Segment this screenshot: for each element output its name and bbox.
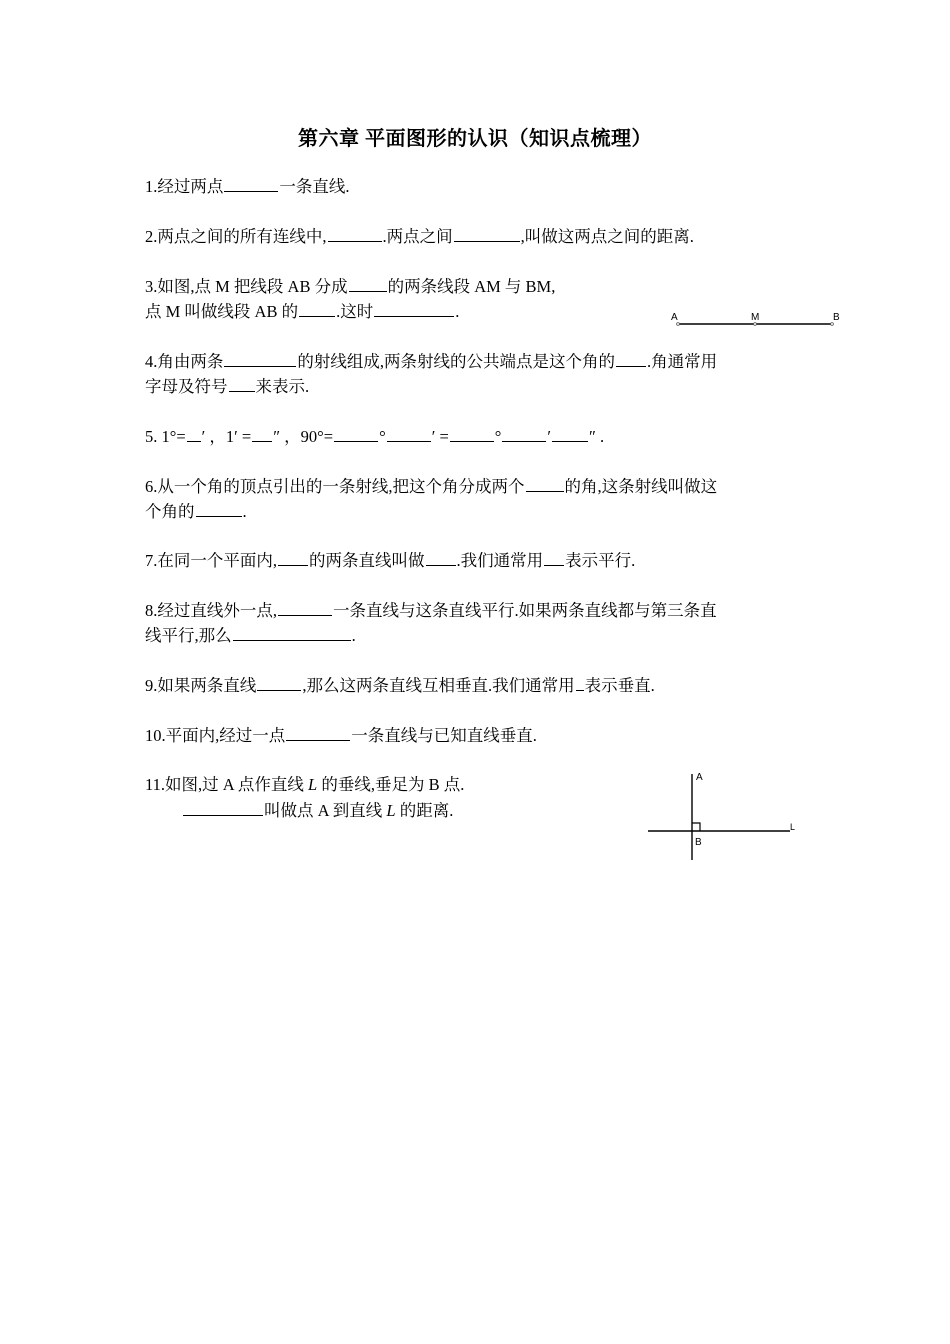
q8-text-2: 一条直线与这条直线平行.如果两条直线都与第三条直 — [333, 601, 717, 620]
q5-blank-1[interactable] — [187, 424, 201, 442]
question-2 — [145, 224, 694, 249]
q6-text-4: . — [242, 502, 247, 521]
question-3-line-2 — [145, 299, 459, 324]
q7-blank-3[interactable] — [544, 548, 564, 566]
q2-text-end: ,叫做这两点之间的距离. — [520, 227, 694, 246]
q7-text-4: 表示平行. — [565, 551, 636, 570]
q6-blank-1[interactable] — [526, 474, 564, 492]
page-title: 第六章 平面图形的认识（知识点梳理） — [298, 128, 652, 150]
q7-text-2: 的两条直线叫做 — [309, 551, 425, 570]
q11-text-4: 的距离. — [399, 801, 454, 820]
q8-blank-1[interactable] — [278, 598, 332, 616]
question-6-line-2 — [145, 499, 247, 524]
q8-text: 8.经过直线外一点, — [145, 601, 277, 620]
q2-text: 2.两点之间的所有连线中, — [145, 227, 327, 246]
label-a: A — [696, 772, 703, 783]
question-5 — [145, 424, 604, 449]
q11-line-l: L — [308, 775, 318, 794]
q5-blank-3[interactable] — [334, 424, 378, 442]
q8-text-4: . — [351, 626, 356, 645]
label-l: L — [790, 822, 796, 832]
q11-text-2: 的垂线,垂足为 B 点. — [321, 775, 465, 794]
label-m: M — [751, 312, 760, 323]
q5-text-4: ° — [379, 427, 386, 446]
segment-figure — [668, 308, 848, 337]
q4-blank-2[interactable] — [616, 349, 646, 367]
q3-text: 3.如图,点 M 把线段 AB 分成 — [145, 277, 348, 296]
q3-text-5: . — [455, 302, 460, 321]
q11-line-l-2: L — [386, 801, 396, 820]
right-angle-mark — [692, 823, 700, 831]
q3-text-4: .这时 — [336, 302, 374, 321]
label-b: B — [695, 837, 702, 848]
q7-blank-2[interactable] — [426, 548, 456, 566]
q7-text: 7.在同一个平面内, — [145, 551, 277, 570]
q4-blank-3[interactable] — [229, 374, 255, 392]
q4-text-2: 的射线组成,两条射线的公共端点是这个角的 — [297, 352, 615, 371]
question-8-line-2 — [145, 623, 356, 648]
question-8-line-1 — [145, 598, 717, 623]
q5-blank-4[interactable] — [387, 424, 431, 442]
q2-text-mid: .两点之间 — [382, 227, 453, 246]
q6-text-2: 的角,这条射线叫做这 — [564, 477, 718, 496]
q3-text-2: 的两条线段 AM 与 BM, — [387, 277, 556, 296]
q5-blank-6[interactable] — [502, 424, 546, 442]
q9-text-2: ,那么这两条直线互相垂直.我们通常用 — [302, 676, 575, 695]
q1-text-end: 一条直线. — [279, 177, 350, 196]
question-6-line-1 — [145, 474, 717, 499]
q1-blank[interactable] — [224, 174, 278, 192]
q10-blank-1[interactable] — [286, 723, 350, 741]
q5-blank-2[interactable] — [252, 424, 272, 442]
question-4-line-1 — [145, 349, 717, 374]
q4-text-3: .角通常用 — [647, 352, 718, 371]
q5-text-3: ″ ，90°= — [273, 427, 334, 446]
q5-text-2: ′ ，1′ = — [201, 427, 252, 446]
question-10 — [145, 723, 537, 748]
label-b: B — [833, 312, 840, 323]
q11-text: 11.如图,过 A 点作直线 — [145, 775, 304, 794]
q11-blank-1[interactable] — [183, 798, 263, 816]
q9-text-3: 表示垂直. — [584, 676, 655, 695]
q3-blank-3[interactable] — [374, 299, 454, 317]
point-m — [754, 323, 757, 326]
q11-text-3: 叫做点 A 到直线 — [264, 801, 383, 820]
q4-text: 4.角由两条 — [145, 352, 224, 371]
q7-text-3: .我们通常用 — [456, 551, 544, 570]
q7-blank-1[interactable] — [278, 548, 308, 566]
q5-text-7: ′ — [547, 427, 551, 446]
label-a: A — [671, 312, 678, 323]
perpendicular-figure — [640, 768, 810, 873]
q3-blank-2[interactable] — [299, 299, 335, 317]
q5-text: 5. 1°= — [145, 427, 186, 446]
q3-text-3: 点 M 叫做线段 AB 的 — [145, 302, 299, 321]
q6-text-3: 个角的 — [145, 502, 195, 521]
q6-blank-2[interactable] — [196, 499, 242, 517]
q5-blank-7[interactable] — [552, 424, 588, 442]
question-11-line-1 — [145, 773, 464, 797]
question-3-line-1 — [145, 274, 555, 299]
q8-blank-2[interactable] — [233, 623, 351, 641]
question-7 — [145, 548, 635, 573]
question-4-line-2 — [145, 374, 309, 399]
q6-text: 6.从一个角的顶点引出的一条射线,把这个角分成两个 — [145, 477, 525, 496]
q1-text: 1.经过两点 — [145, 177, 224, 196]
q4-text-4: 字母及符号 — [145, 377, 228, 396]
q4-blank-1[interactable] — [224, 349, 296, 367]
q2-blank-2[interactable] — [454, 224, 520, 242]
question-1 — [145, 174, 350, 199]
point-b — [831, 323, 834, 326]
q4-text-5: 来表示. — [255, 377, 310, 396]
q5-text-6: ° — [494, 427, 502, 446]
q10-text-2: 一条直线与已知直线垂直. — [351, 726, 537, 745]
q5-text-8: ″ . — [588, 427, 605, 446]
question-9 — [145, 673, 655, 698]
point-a — [677, 323, 680, 326]
q8-text-3: 线平行,那么 — [145, 626, 232, 645]
q9-blank-2[interactable] — [576, 673, 584, 691]
q9-blank-1[interactable] — [257, 673, 301, 691]
question-11-line-2 — [182, 798, 453, 823]
q9-text: 9.如果两条直线 — [145, 676, 257, 695]
q10-text: 10.平面内,经过一点 — [145, 726, 286, 745]
q3-blank-1[interactable] — [349, 274, 387, 292]
q2-blank-1[interactable] — [328, 224, 382, 242]
q5-text-5: ′ = — [431, 427, 449, 446]
q5-blank-5[interactable] — [450, 424, 494, 442]
